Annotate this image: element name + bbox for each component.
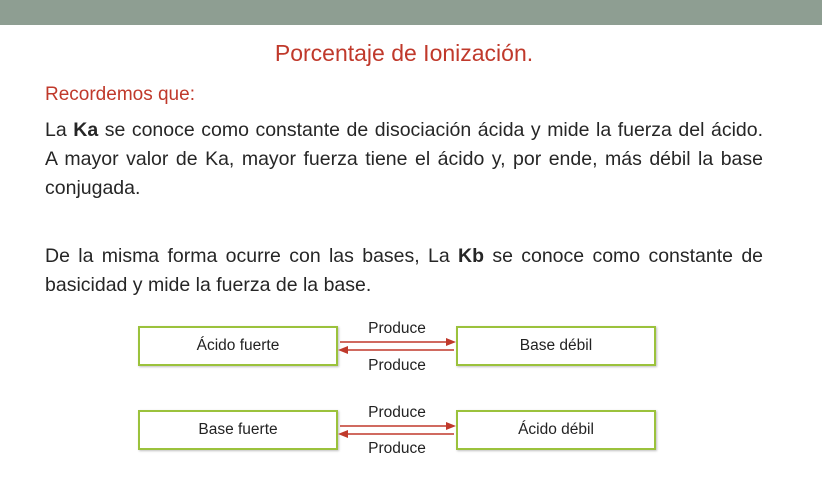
produce-label-top-1: Produce [368,320,426,337]
slide-title: Porcentaje de Ionización. [274,40,534,66]
weak-acid-box: Ácido débil [456,410,656,450]
ka-term: Ka [73,119,99,141]
kb-term: Kb [458,245,485,267]
top-bar [0,0,822,25]
strong-acid-box: Ácido fuerte [138,326,338,366]
intro-text: Recordemos que: [45,84,195,105]
acid-base-diagram [134,316,664,461]
paragraph-ka [45,116,763,203]
produce-label-bottom-2: Produce [368,440,426,457]
paragraph-kb-before: De la misma forma ocurre con las bases, La [45,245,459,267]
strong-base-box: Base fuerte [138,410,338,450]
produce-label-bottom-1: Produce [368,357,426,374]
produce-label-top-2: Produce [368,404,426,421]
paragraph-kb-after: se conoce como constante de basicidad y mide la fuerza de la base. [45,245,764,296]
paragraph-kb [45,242,763,300]
paragraph-ka-after: se conoce como constante de disociación ácida y mide la fuerza del ácido. A mayor valor de Ka, mayor fuerza tiene el ácido y, por ende, más débil la base conjugada. [45,119,764,199]
paragraph-ka-before: La [45,119,74,141]
weak-base-box: Base débil [456,326,656,366]
